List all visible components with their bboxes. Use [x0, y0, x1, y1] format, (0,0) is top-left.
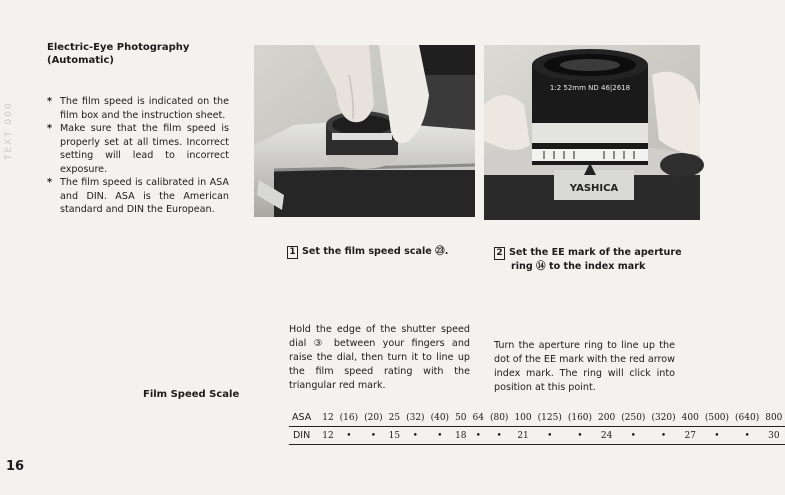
din-value: 12 [319, 427, 336, 445]
photo-film-speed-dial [254, 45, 475, 217]
din-value: • [403, 427, 427, 445]
asa-value: (125) [535, 409, 565, 427]
din-value: • [648, 427, 678, 445]
din-value: 18 [452, 427, 469, 445]
step1-caption-text: Set the film speed scale ㉓. [302, 246, 449, 257]
din-label: DIN [289, 427, 319, 445]
asa-value: (32) [403, 409, 427, 427]
step2-caption [494, 246, 684, 274]
din-value: 24 [595, 427, 618, 445]
asa-value: (640) [732, 409, 762, 427]
bullet-marker: * [47, 123, 53, 134]
asa-value: 100 [511, 409, 534, 427]
photo-aperture-ring [484, 45, 700, 220]
table-row [289, 409, 785, 427]
section-title-line2: (Automatic) [47, 55, 114, 66]
asa-value: 12 [319, 409, 336, 427]
step2-caption-line1: Set the EE mark of the aperture [509, 247, 682, 258]
din-value: • [470, 427, 487, 445]
asa-value: (80) [487, 409, 511, 427]
step2-number: 2 [494, 247, 505, 260]
asa-value: 25 [386, 409, 403, 427]
asa-value: (320) [648, 409, 678, 427]
step2-caption-line2: ring ⑭ to the index mark [511, 261, 646, 272]
din-value: • [535, 427, 565, 445]
film-speed-table [289, 409, 785, 445]
asa-value: 800 [762, 409, 785, 427]
asa-value: (500) [702, 409, 732, 427]
din-value: • [565, 427, 595, 445]
note-text: Make sure that the film speed is properly set at all times. Incorrect setting will lead to incorrect exposure. [60, 123, 229, 175]
film-speed-scale-title: Film Speed Scale [143, 389, 240, 400]
din-value: • [702, 427, 732, 445]
asa-value: (40) [428, 409, 452, 427]
photo-film-speed-dial-image [254, 45, 475, 217]
asa-value: (160) [565, 409, 595, 427]
table-row [289, 427, 785, 445]
note-text: The film speed is calibrated in ASA and DIN. ASA is the American standard and DIN the European. [60, 177, 229, 215]
film-speed-scale [289, 409, 783, 445]
bullet-marker: * [47, 177, 53, 188]
asa-value: (20) [361, 409, 385, 427]
din-value: • [337, 427, 361, 445]
section-title-line1: Electric-Eye Photography [47, 42, 190, 53]
din-value: • [428, 427, 452, 445]
din-value: 21 [511, 427, 534, 445]
note-text: The film speed is indicated on the film box and the instruction sheet. [60, 96, 229, 121]
list-item [47, 122, 229, 176]
asa-value: 400 [679, 409, 702, 427]
din-value: • [732, 427, 762, 445]
notes-list [47, 95, 229, 217]
din-value: 30 [762, 427, 785, 445]
din-value: • [487, 427, 511, 445]
step1-number: 1 [287, 246, 298, 259]
asa-label: ASA [289, 409, 319, 427]
step1-instructions: Hold the edge of the shutter speed dial ③ between your fingers and raise the dial, then turn it to line up the film speed rating with the triangular red mark. [289, 324, 470, 391]
step1-caption [287, 245, 477, 259]
page-number: 16 [6, 459, 25, 474]
din-value: • [361, 427, 385, 445]
asa-value: 50 [452, 409, 469, 427]
din-value: • [618, 427, 648, 445]
camera-brand-text: YASHICA [569, 183, 619, 194]
section-title [47, 41, 227, 67]
din-value: 27 [679, 427, 702, 445]
lens-engraving-text: 1:2 52mm ND 46|2618 [549, 84, 631, 92]
margin-watermark: TEXT 000 [4, 101, 14, 160]
asa-value: 200 [595, 409, 618, 427]
step2-instructions: Turn the aperture ring to line up the dot of the EE mark with the red arrow index mark. The ring will click into position at this point. [494, 340, 675, 393]
photo-aperture-ring-image [484, 45, 700, 220]
din-value: 15 [386, 427, 403, 445]
asa-value: (250) [618, 409, 648, 427]
list-item [47, 95, 229, 122]
bullet-marker: * [47, 96, 53, 107]
list-item [47, 176, 229, 217]
asa-value: 64 [470, 409, 487, 427]
asa-value: (16) [337, 409, 361, 427]
